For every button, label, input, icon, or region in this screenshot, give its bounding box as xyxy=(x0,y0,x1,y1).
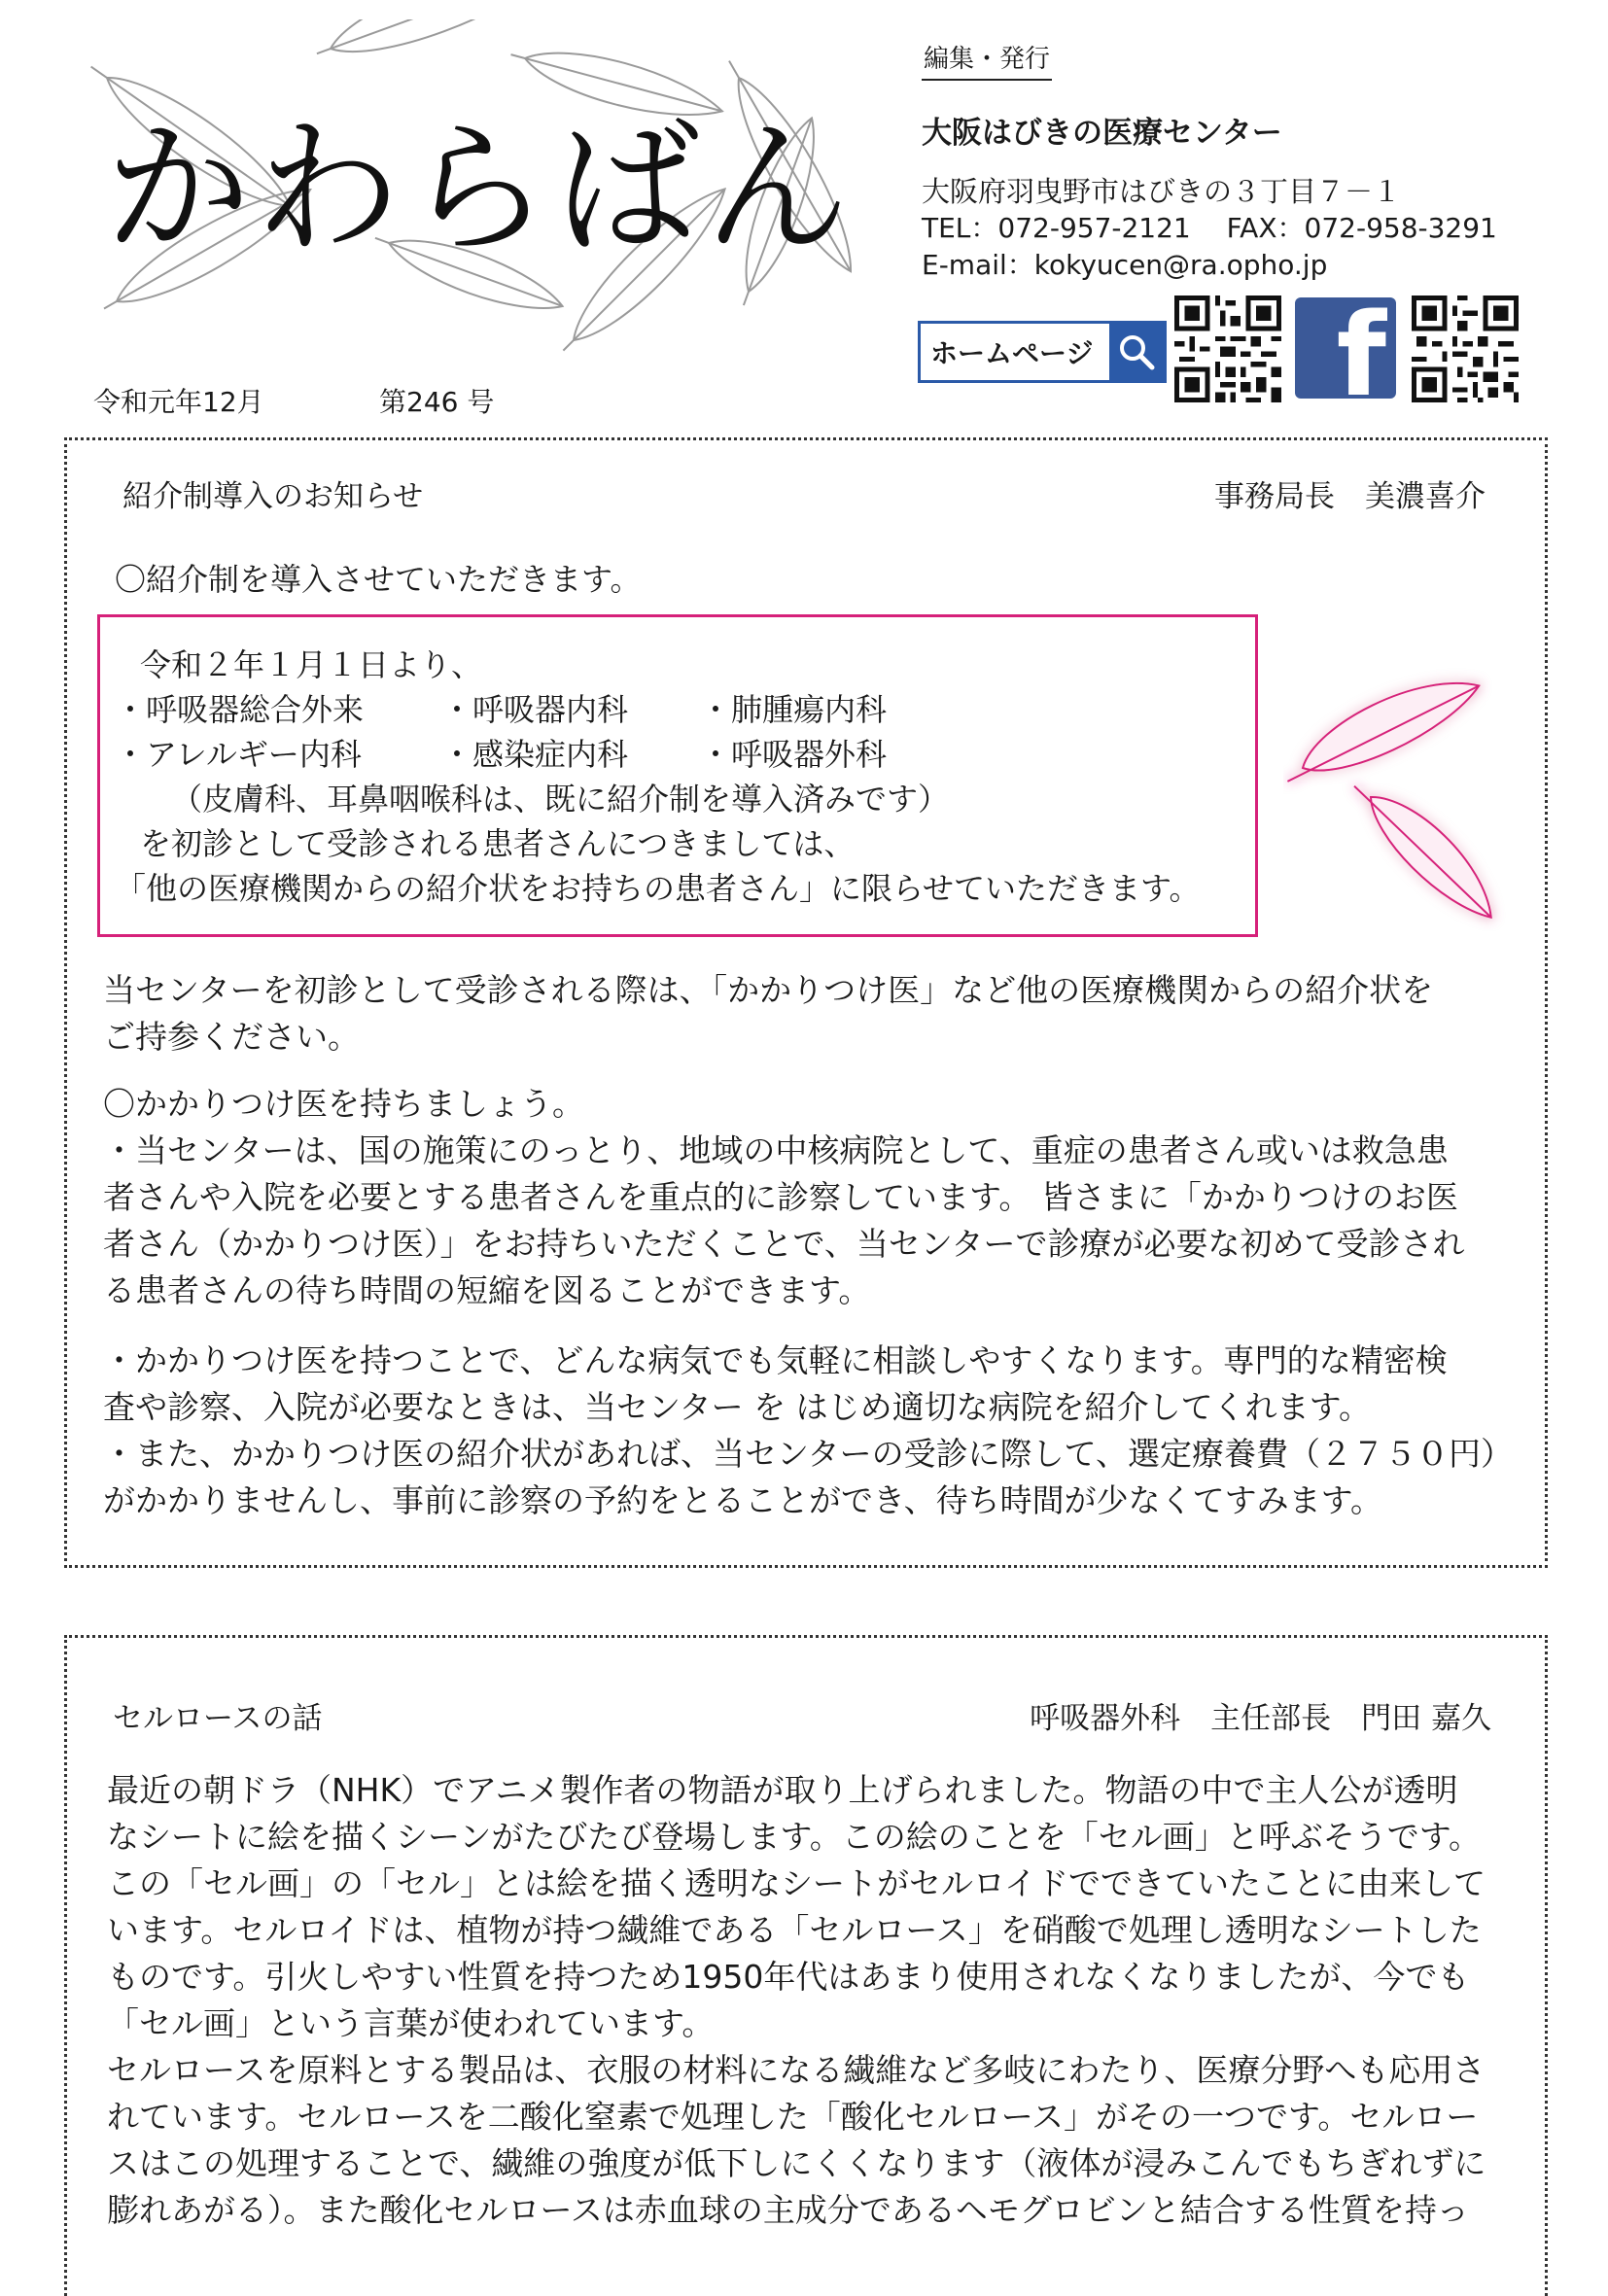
text-line: ・また、かかりつけ医の紹介状があれば、当センターの受診に際して、選定療養費（２７５０円） xyxy=(103,1435,1514,1473)
notice-intro: 令和２年１月１日より、 xyxy=(140,646,483,683)
text-line: ・かかりつけ医を持つことで、どんな病気でも気軽に相談しやすくなります。専門的な精密検 xyxy=(103,1341,1448,1379)
paragraph-benefits xyxy=(103,1338,1513,1524)
dept-item: ・感染症内科 xyxy=(441,736,629,773)
publisher-info xyxy=(922,39,1583,284)
publisher-tel-fax: TEL：072-957-2121 FAX：072-958-3291 xyxy=(922,212,1497,244)
search-icon xyxy=(1109,324,1164,380)
text-line: この「セル画」の「セル」とは絵を描く透明なシートがセルロイドでできていたことに由来して xyxy=(107,1864,1486,1902)
text-line: る患者さんの待ち時間の短縮を図ることができます。 xyxy=(103,1271,871,1309)
publisher-label: 編集・発行 xyxy=(922,39,1052,81)
dept-item: ・アレルギー内科 xyxy=(115,736,362,773)
article-title: セルロースの話 xyxy=(113,1701,323,1736)
notice-note: （皮膚科、耳鼻咽喉科は、既に紹介制を導入済みです） xyxy=(171,781,950,818)
text-line: セルロースを原料とする製品は、衣服の材料になる繊維など多岐にわたり、医療分野へも応用さ xyxy=(107,2051,1486,2089)
article-body xyxy=(107,1767,1526,2234)
dept-item: ・肺腫瘍内科 xyxy=(700,691,888,728)
text-line: 「セル画」という言葉が使われています。 xyxy=(107,2004,715,2042)
text-line: 〇かかりつけ医を持ちましょう。 xyxy=(103,1085,584,1123)
text-line: います。セルロイドは、植物が持つ繊維である「セルロース」を硝酸で処理し透明なシートした xyxy=(107,1911,1482,1949)
text-line: ・当センターは、国の施策にのっとり、地域の中核病院として、重症の患者さん或いは救急患 xyxy=(103,1131,1449,1169)
dept-item: ・呼吸器内科 xyxy=(441,691,629,728)
publisher-address: 大阪府羽曳野市はびきの３丁目７－１ xyxy=(922,175,1402,208)
paragraph-referral-letter xyxy=(103,967,1513,1061)
text-line: ものです。引火しやすい性質を持つため1950年代はあまり使用されなくなりましたが、今でも xyxy=(107,1958,1470,1996)
text-line: 査や診察、入院が必要なときは、当センター を はじめ適切な病院を紹介してくれます。 xyxy=(103,1388,1372,1426)
article-lead: 〇紹介制を導入させていただきます。 xyxy=(115,561,642,598)
text-line: なシートに絵を描くシーンがたびたび登場します。この絵のことを「セル画」と呼ぶそうです。 xyxy=(107,1818,1482,1856)
facebook-icon[interactable]: f xyxy=(1295,297,1396,399)
text-line: スはこの処理することで、繊維の強度が低下しにくくなります（液体が浸みこんでもちぎれずに xyxy=(107,2144,1486,2182)
notice-line: 「他の医療機関からの紹介状をお持ちの患者さん」に限らせていただきます。 xyxy=(115,870,1201,907)
newsletter-title: かわらばん xyxy=(105,105,855,274)
article-author: 事務局長 美濃喜介 xyxy=(1214,479,1486,514)
publisher-email[interactable]: E-mail：kokyucen@ra.opho.jp xyxy=(922,249,1328,281)
facebook-qr-code[interactable] xyxy=(1412,296,1519,402)
text-line: ご持参ください。 xyxy=(103,1018,360,1056)
publisher-name: 大阪はびきの医療センター xyxy=(922,116,1282,151)
article-author: 呼吸器外科 主任部長 門田 嘉久 xyxy=(1030,1701,1491,1736)
text-line: がかかりませんし、事前に診察の予約をとることができ、待ち時間が少なくてすみます。 xyxy=(103,1481,1383,1519)
dept-item: ・呼吸器外科 xyxy=(700,736,888,773)
text-line: れています。セルロースを二酸化窒素で処理した「酸化セルロース」がその一つです。セルロー xyxy=(107,2098,1479,2136)
notice-line: を初診として受診される患者さんにつきましては、 xyxy=(140,825,856,862)
homepage-label: ホームページ xyxy=(930,337,1094,369)
text-line: 最近の朝ドラ（NHK）でアニメ製作者の物語が取り上げられました。物語の中で主人公が透明 xyxy=(107,1771,1458,1809)
homepage-qr-code[interactable] xyxy=(1174,296,1281,402)
text-line: 当センターを初診として受診される際は、「かかりつけ医」など他の医療機関からの紹介状を xyxy=(103,971,1434,1009)
text-line: 者さんや入院を必要とする患者さんを重点的に診察しています。 皆さまに「かかりつけのお医 xyxy=(103,1178,1458,1216)
text-line: 者さん（かかりつけ医）」をお持ちいただくことで、当センターで診療が必要な初めて受診され xyxy=(103,1225,1465,1263)
pink-feather-illustration xyxy=(1283,661,1536,943)
dept-item: ・呼吸器総合外来 xyxy=(115,691,365,728)
article-title: 紹介制導入のお知らせ xyxy=(122,479,424,514)
issue-number: 第246 号 xyxy=(379,386,495,418)
text-line: 膨れあがる）。また酸化セルロースは赤血球の主成分であるヘモグロビンと結合する性質を持っ xyxy=(107,2191,1469,2229)
homepage-search-button[interactable] xyxy=(918,321,1167,383)
paragraph-family-doctor xyxy=(103,1081,1513,1314)
issue-date: 令和元年12月 xyxy=(93,386,264,418)
